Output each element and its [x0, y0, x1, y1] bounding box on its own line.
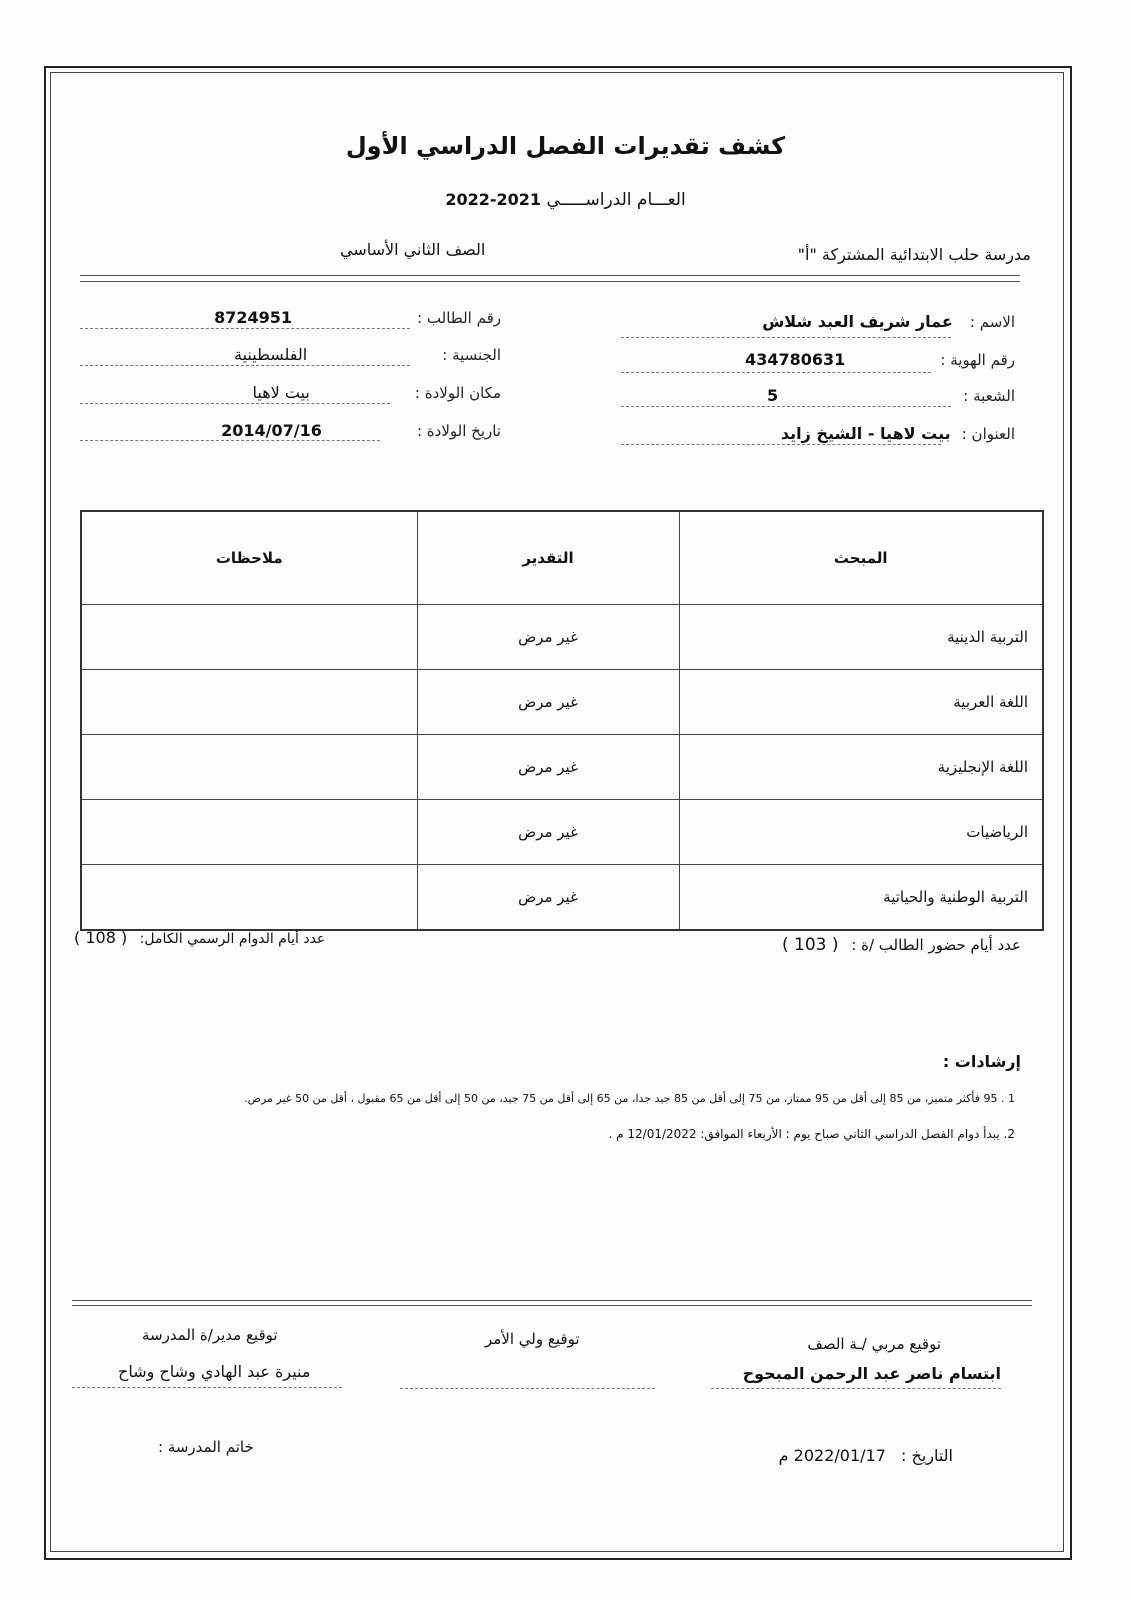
birthdate-label: تاريخ الولادة :	[416, 422, 501, 440]
nationality-label: الجنسية :	[442, 346, 501, 364]
attendance-present	[782, 935, 1021, 955]
academic-year-value: 2021-2022	[445, 190, 542, 209]
document-title: كشف تقديرات الفصل الدراسي الأول	[345, 132, 786, 160]
guidance-line-2: 2. يبدأ دوام الفصل الدراسي الثاني صباح يوم : الأربعاء الموافق: 12/01/2022 م .	[608, 1127, 1015, 1141]
date-row	[779, 1446, 953, 1465]
student-number-label: رقم الطالب :	[417, 309, 501, 327]
birthplace-label: مكان الولادة :	[414, 384, 501, 402]
note-cell	[81, 670, 417, 735]
grade-level: الصف الثاني الأساسي	[340, 240, 486, 259]
subject-cell: التربية الوطنية والحياتية	[679, 865, 1043, 931]
note-cell	[81, 605, 417, 670]
school-stamp-label: خاتم المدرسة :	[158, 1438, 254, 1456]
nationality-row	[234, 345, 501, 364]
signatures-divider-2	[72, 1305, 1032, 1306]
school-name: مدرسة حلب الابتدائية المشتركة "أ"	[797, 245, 1031, 264]
column-header-subject: المبحث	[679, 511, 1043, 605]
section-label: الشعبة :	[963, 387, 1015, 405]
student-name-label: الاسم :	[969, 313, 1015, 331]
address-value: بيت لاهيا - الشيخ زايد	[780, 424, 951, 443]
guardian-signature-label: توقيع ولي الأمر	[485, 1330, 580, 1348]
attendance-present-label: عدد أيام حضور الطالب /ة :	[851, 936, 1021, 954]
guidance-line-1: 1 . 95 فأكثر متميز، من 85 إلى أقل من 95 ممتاز، من 75 إلى أقل من 85 جيد جدا، من 65 إلى أقل من 75 جيد، من 50 إلى أقل من 65 مقبول ، أقل من 50 غير مرض.	[244, 1092, 1015, 1105]
note-cell	[81, 735, 417, 800]
attendance-present-value: ( 103 )	[781, 935, 839, 955]
section-row	[767, 386, 1015, 405]
dotted-line	[621, 406, 951, 407]
attendance-total-value: ( 108 )	[74, 928, 128, 947]
column-header-notes: ملاحظات	[81, 511, 417, 605]
student-name-row	[762, 312, 1015, 331]
dotted-line	[621, 337, 951, 338]
attendance-total-label: عدد أيام الدوام الرسمي الكامل:	[139, 931, 326, 947]
column-header-grade: التقدير	[417, 511, 679, 605]
subject-cell: اللغة الإنجليزية	[679, 735, 1043, 800]
dotted-line	[711, 1388, 1001, 1389]
guidance-title: إرشادات :	[942, 1052, 1021, 1071]
table-row	[81, 865, 1043, 931]
dotted-line	[621, 444, 941, 445]
teacher-name: ابتسام ناصر عبد الرحمن المبحوح	[742, 1364, 1001, 1383]
table-row	[81, 605, 1043, 670]
student-number-row	[214, 308, 501, 327]
grade-cell: غير مرض	[417, 735, 679, 800]
date-label: التاريخ :	[900, 1446, 953, 1465]
birthdate-row	[221, 421, 501, 440]
dotted-line	[80, 403, 390, 404]
teacher-signature-label: توقيع مربي /ـة الصف	[807, 1335, 941, 1353]
table-row	[81, 800, 1043, 865]
academic-year	[0, 190, 1131, 210]
dotted-line	[72, 1387, 342, 1388]
note-cell	[81, 865, 417, 931]
grade-cell: غير مرض	[417, 800, 679, 865]
table-row	[81, 670, 1043, 735]
address-label: العنوان :	[961, 425, 1015, 443]
table-header-row	[81, 511, 1043, 605]
principal-name: منيرة عبد الهادي وشاح وشاح	[118, 1362, 311, 1381]
dotted-line	[400, 1388, 655, 1389]
dotted-line	[621, 372, 931, 373]
student-id: 434780631	[745, 350, 846, 369]
birthplace-row	[252, 383, 501, 402]
academic-year-label: العـــام الدراســـــي	[546, 190, 686, 210]
date-value: 2022/01/17 م	[778, 1446, 886, 1465]
student-name: عمار شريف العبد شلاش	[762, 312, 953, 331]
signatures-divider	[72, 1300, 1032, 1301]
student-number: 8724951	[214, 308, 292, 327]
subject-cell: التربية الدينية	[679, 605, 1043, 670]
dotted-line	[80, 440, 380, 441]
attendance-total	[74, 928, 325, 947]
grade-cell: غير مرض	[417, 865, 679, 931]
header-divider-2	[80, 281, 1020, 282]
grade-cell: غير مرض	[417, 670, 679, 735]
birthplace-value: بيت لاهيا	[252, 383, 310, 402]
subject-cell: الرياضيات	[679, 800, 1043, 865]
principal-signature-label: توقيع مدير/ة المدرسة	[142, 1326, 278, 1344]
note-cell	[81, 800, 417, 865]
nationality-value: الفلسطينية	[234, 345, 308, 364]
address-row	[781, 424, 1015, 443]
birthdate-value: 2014/07/16	[221, 421, 322, 440]
grade-cell: غير مرض	[417, 605, 679, 670]
dotted-line	[80, 328, 410, 329]
section-value: 5	[767, 386, 779, 405]
grades-table	[80, 510, 1044, 931]
header-divider	[80, 275, 1020, 276]
dotted-line	[80, 365, 410, 366]
subject-cell: اللغة العربية	[679, 670, 1043, 735]
table-row	[81, 735, 1043, 800]
student-id-label: رقم الهوية :	[940, 351, 1015, 369]
student-id-row	[745, 350, 1015, 369]
